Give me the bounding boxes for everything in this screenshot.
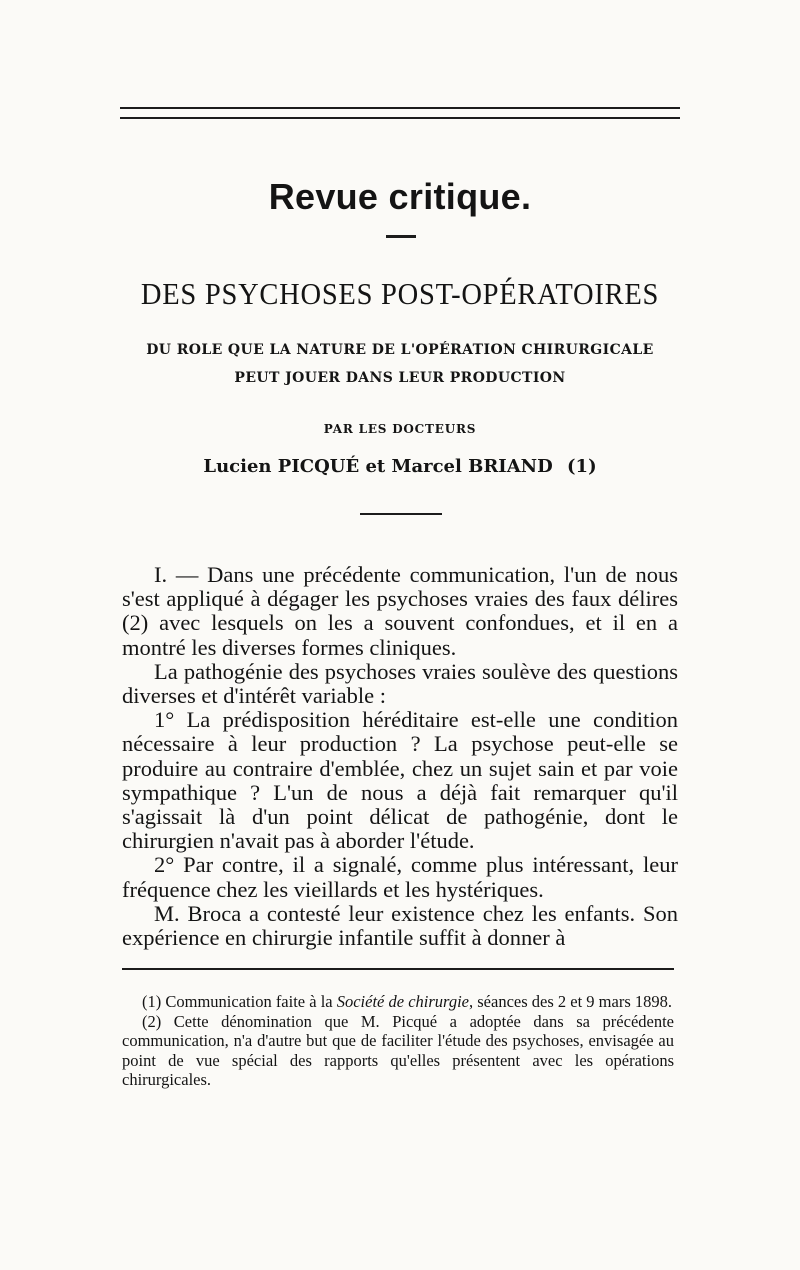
title-dash [386, 235, 416, 238]
paragraph: I. — Dans une précédente communication, l'un de nous s'est appliqué à dégager les psychoses vraies des faux délires (2) avec lesquels on les a souvent confondues, et il en a montré les diverses formes cliniques. [122, 562, 678, 660]
by-line: PAR LES DOCTEURS [323, 422, 477, 436]
footnote-rule [122, 968, 674, 970]
authors-line [0, 456, 800, 477]
paragraph: 1° La prédisposition héréditaire est-elle une condition nécessaire à leur production ? La psychose peut-elle se produire au contraire d'emblée, chez un sujet sain et par voie sympathique ? L'un de nous a déjà fait remarquer qu'il s'agissait là d'un point délicat de pathogénie, dont le chirurgien n'avait pas à aborder l'étude. [122, 707, 678, 854]
paragraph: M. Broca a contesté leur existence chez les enfants. Son expérience en chirurgie infantile suffit à donner à [122, 900, 678, 951]
header-rule-bottom [120, 117, 680, 119]
article-body [122, 563, 678, 950]
footnotes [122, 992, 674, 1090]
author2-first-name: Marcel [391, 456, 462, 477]
article-subtitle-line1: DU ROLE QUE LA NATURE DE L'OPÉRATION CHIRURGICALE [146, 342, 654, 358]
authors-conjunction: et [365, 456, 386, 477]
header-rule-top [120, 107, 680, 109]
paragraph: 2° Par contre, il a signalé, comme plus intéressant, leur fréquence chez les vieillards et les hystériques. [122, 852, 678, 902]
section-title: Revue critique. [268, 176, 532, 217]
author1-last-name: PICQUÉ [277, 456, 360, 477]
author2-last-name: BRIAND [468, 456, 553, 477]
footnote-1-italic: Société de chirurgie [336, 992, 469, 1011]
article-title: DES PSYCHOSES POST-OPÉRATOIRES [140, 276, 660, 311]
separator-rule [360, 513, 442, 515]
footnote-2: (2) Cette dénomination que M. Picqué a adoptée dans sa précédente communication, n'a d'autre but que de faciliter l'étude des psychoses, envisagée au point de vue spécial des rapports qu'elles présentent avec les opérations chirurgicales. [122, 1011, 674, 1089]
paragraph: La pathogénie des psychoses vraies soulève des questions diverses et d'intérêt variable : [122, 658, 678, 709]
author1-first-name: Lucien [203, 456, 272, 477]
footnote-1 [122, 992, 674, 1012]
footnote-1-tail: , séances des 2 et 9 mars 1898. [469, 992, 672, 1011]
footnote-1-text: (1) Communication faite à la [142, 992, 333, 1011]
article-subtitle-line2: PEUT JOUER DANS LEUR PRODUCTION [234, 370, 566, 386]
footnote-ref: (1) [567, 456, 597, 477]
